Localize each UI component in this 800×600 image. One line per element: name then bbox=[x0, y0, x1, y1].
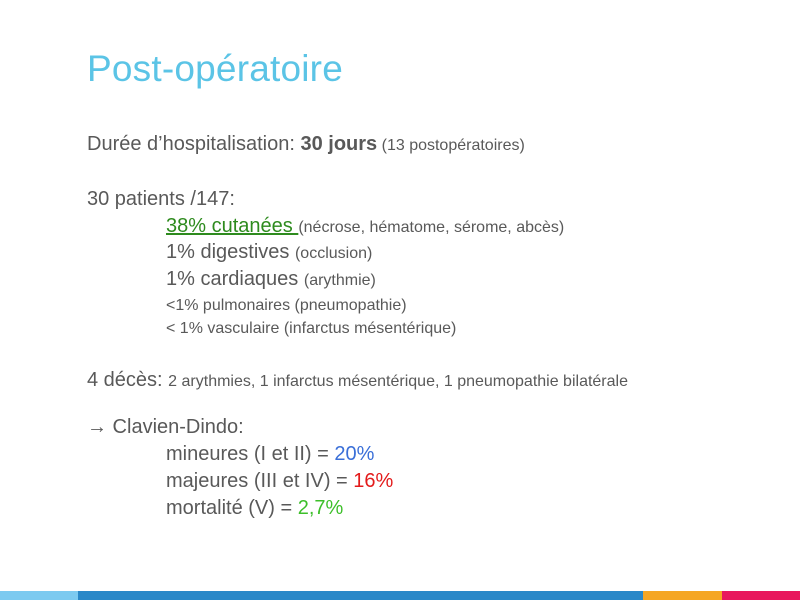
deces-label: 4 décès: bbox=[87, 369, 169, 391]
footer-segment-light-blue bbox=[0, 591, 78, 600]
digestives-detail: (occlusion) bbox=[294, 245, 373, 262]
patients-label: 30 patients /147: bbox=[87, 188, 235, 210]
footer-color-bar bbox=[0, 591, 800, 600]
patients-item-digestives bbox=[166, 241, 372, 264]
clavien-row-mineures bbox=[166, 443, 374, 466]
mineures-value: 20% bbox=[334, 443, 375, 465]
clavien-label: → Clavien-Dindo: bbox=[87, 416, 244, 438]
clavien-row-mortalite bbox=[166, 497, 343, 520]
deces-detail: 2 arythmies, 1 infarctus mésentérique, 1 pneumopathie bilatérale bbox=[168, 373, 628, 390]
patients-item-vasculaire: < 1% vasculaire (infarctus mésentérique) bbox=[166, 320, 457, 337]
patients-item-cutanees bbox=[166, 215, 564, 238]
hospitalisation-detail: (13 postopératoires) bbox=[377, 137, 525, 154]
cutanees-link[interactable]: 38% cutanées bbox=[166, 215, 299, 237]
deces-line bbox=[87, 369, 628, 392]
hospitalisation-line bbox=[87, 133, 525, 156]
mortalite-value: 2,7% bbox=[297, 497, 344, 519]
slide-title: Post-opératoire bbox=[87, 48, 343, 89]
patients-item-cardiaques bbox=[166, 268, 376, 291]
majeures-text: majeures (III et IV) = bbox=[166, 470, 354, 492]
mortalite-text: mortalité (V) = bbox=[166, 497, 298, 519]
hospitalisation-label: Durée d’hospitalisation: bbox=[87, 133, 301, 155]
majeures-value: 16% bbox=[353, 470, 394, 492]
clavien-row-majeures bbox=[166, 470, 393, 493]
digestives-main: 1% digestives bbox=[166, 241, 295, 263]
footer-segment-orange bbox=[643, 591, 722, 600]
cardiaques-main: 1% cardiaques bbox=[166, 268, 304, 290]
patients-item-pulmonaires: <1% pulmonaires (pneumopathie) bbox=[166, 297, 407, 314]
footer-segment-pink bbox=[722, 591, 800, 600]
footer-segment-blue bbox=[78, 591, 643, 600]
cardiaques-detail: (arythmie) bbox=[303, 272, 376, 289]
mineures-text: mineures (I et II) = bbox=[166, 443, 335, 465]
cutanees-detail: (nécrose, hématome, sérome, abcès) bbox=[298, 219, 565, 236]
hospitalisation-value: 30 jours bbox=[300, 133, 378, 155]
